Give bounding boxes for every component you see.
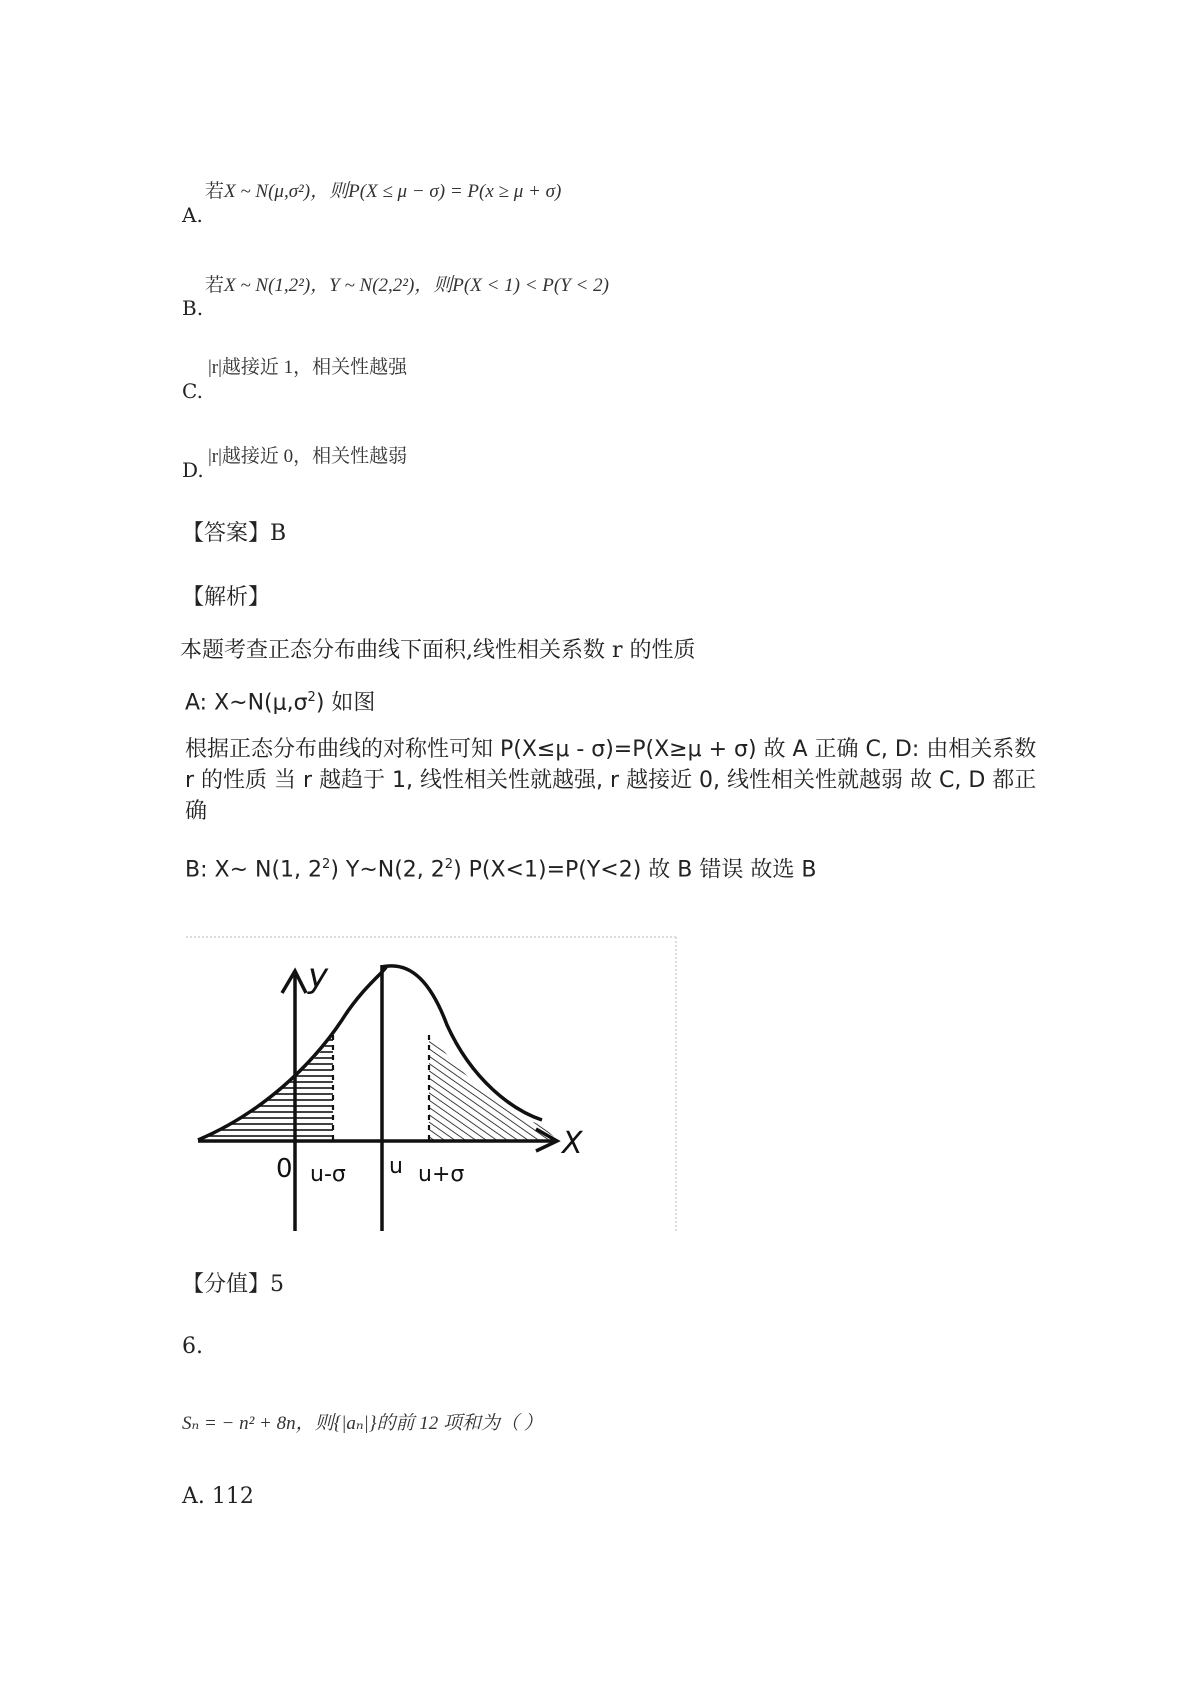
normal-curve-sketch [182,935,678,1231]
tick-label-mu: u [389,1154,403,1179]
option-d-formula: |r|越接近 0，相关性越弱 [208,446,408,467]
tick-label-zero: 0 [276,1154,293,1184]
option-d-letter: D. [182,458,204,482]
question-number: 6. [182,1334,203,1359]
y-axis-label: y [308,956,329,996]
left-tail-shading [198,1035,333,1140]
analysis-b-line: B: X~ N(1, $2^2$) Y~N(2, $2^2$) P(X<1)=P(Y<2) 故 B 错误 故选 B [185,857,817,883]
option-a-letter: A. [182,203,203,227]
option-a-formula: 若X ~ N(μ,σ²)，则P(X ≤ μ − σ) = P(x ≥ μ + σ) [205,181,562,202]
option-b-formula: 若X ~ N(1,2²)，Y ~ N(2,2²)，则P(X < 1) < P(Y < 2) [205,275,609,296]
normal-curve-figure [182,935,678,1231]
analysis-paragraph: 根据正态分布曲线的对称性可知 P(X≤μ - σ)=P(X≥μ + σ) 故 A 正确 C, D: 由相关系数 r 的性质 当 r 越趋于 1, 线性相关性就越强, r 越接近 0, 线性相关性就越弱 故 C, D 都正确 [185,737,1037,824]
option-c-letter: C. [182,379,203,403]
analysis-a-line: A: $X\sim N(\mu,\sigma^2)$ 如图 [185,690,376,716]
x-axis-label: X [562,1126,583,1161]
option-b-letter: B. [182,296,204,320]
tick-label-mu-minus-sigma: u-σ [310,1162,346,1187]
option-c-formula: |r|越接近 1，相关性越强 [208,357,408,378]
question-stem: Sₙ = − n² + 8n，则{|aₙ|}的前 12 项和为（ ） [182,1413,543,1434]
score-line: 【分值】5 [182,1272,285,1297]
analysis-label: 【解析】 [182,585,271,610]
tick-label-mu-plus-sigma: u+σ [418,1162,465,1187]
question-option-a: A. 112 [182,1484,254,1509]
analysis-intro: 本题考查正态分布曲线下面积,线性相关系数 r 的性质 [180,638,696,663]
answer-line: 【答案】B [182,521,287,546]
